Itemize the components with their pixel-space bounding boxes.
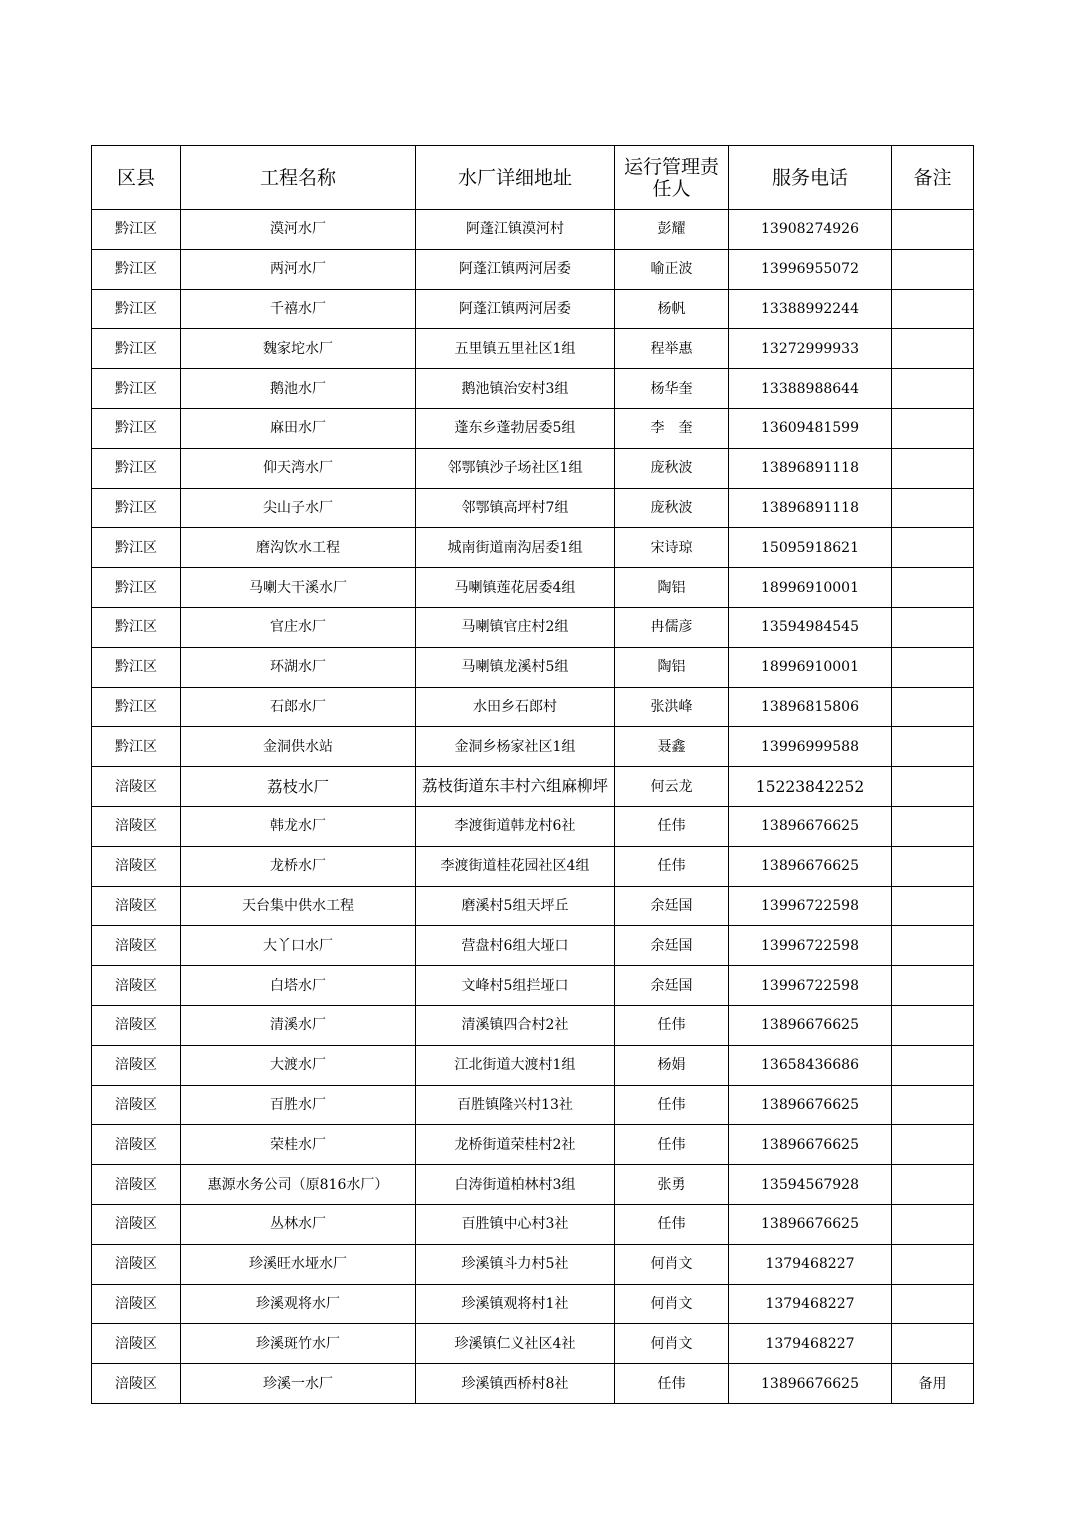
table-row [92, 886, 974, 926]
cell-project-name: 马喇大干溪水厂 [181, 568, 416, 608]
cell-address: 邻鄂镇高坪村7组 [416, 488, 615, 528]
header-project-name: 工程名称 [181, 146, 416, 210]
cell-address: 马喇镇官庄村2组 [416, 607, 615, 647]
table-row [92, 727, 974, 767]
table-row [92, 568, 974, 608]
cell-project-name: 尖山子水厂 [181, 488, 416, 528]
cell-remarks [892, 329, 974, 369]
cell-phone: 13908274926 [729, 210, 892, 250]
cell-project-name: 金洞供水站 [181, 727, 416, 767]
cell-remarks [892, 647, 974, 687]
cell-remarks [892, 369, 974, 409]
cell-district: 黔江区 [92, 727, 181, 767]
cell-manager: 任伟 [615, 806, 729, 846]
cell-project-name: 鹅池水厂 [181, 369, 416, 409]
cell-remarks [892, 210, 974, 250]
cell-phone: 1379468227 [729, 1284, 892, 1324]
cell-remarks [892, 1085, 974, 1125]
cell-project-name: 两河水厂 [181, 249, 416, 289]
cell-phone: 13388988644 [729, 369, 892, 409]
header-address: 水厂详细地址 [416, 146, 615, 210]
cell-phone: 13996955072 [729, 249, 892, 289]
table-row [92, 369, 974, 409]
cell-phone: 18996910001 [729, 568, 892, 608]
cell-remarks [892, 1244, 974, 1284]
table-row [92, 210, 974, 250]
cell-manager: 庞秋波 [615, 488, 729, 528]
cell-address: 城南街道南沟居委1组 [416, 528, 615, 568]
cell-phone: 13896891118 [729, 488, 892, 528]
cell-remarks [892, 1005, 974, 1045]
cell-phone: 13658436686 [729, 1045, 892, 1085]
cell-phone: 13996999588 [729, 727, 892, 767]
cell-address: 珍溪镇西桥村8社 [416, 1364, 615, 1404]
cell-manager: 任伟 [615, 1204, 729, 1244]
cell-remarks [892, 846, 974, 886]
cell-remarks [892, 1165, 974, 1205]
cell-phone: 18996910001 [729, 647, 892, 687]
cell-manager: 李 奎 [615, 408, 729, 448]
cell-manager: 聂鑫 [615, 727, 729, 767]
cell-address: 水田乡石郎村 [416, 687, 615, 727]
header-row [92, 146, 974, 210]
cell-manager: 任伟 [615, 1125, 729, 1165]
cell-remarks [892, 249, 974, 289]
table-row [92, 1085, 974, 1125]
cell-district: 黔江区 [92, 528, 181, 568]
cell-manager: 余廷国 [615, 886, 729, 926]
cell-project-name: 珍溪斑竹水厂 [181, 1324, 416, 1364]
cell-project-name: 石郎水厂 [181, 687, 416, 727]
cell-district: 涪陵区 [92, 846, 181, 886]
cell-manager: 张洪峰 [615, 687, 729, 727]
cell-project-name: 清溪水厂 [181, 1005, 416, 1045]
table-row [92, 289, 974, 329]
table-row [92, 767, 974, 807]
cell-district: 黔江区 [92, 329, 181, 369]
cell-manager: 任伟 [615, 846, 729, 886]
cell-remarks [892, 966, 974, 1006]
cell-phone: 13896676625 [729, 806, 892, 846]
cell-phone: 13388992244 [729, 289, 892, 329]
cell-remarks [892, 687, 974, 727]
cell-manager: 任伟 [615, 1005, 729, 1045]
cell-address: 珍溪镇仁义社区4社 [416, 1324, 615, 1364]
cell-district: 涪陵区 [92, 1284, 181, 1324]
table-body [92, 210, 974, 1404]
cell-district: 涪陵区 [92, 1364, 181, 1404]
table-row [92, 647, 974, 687]
cell-manager: 何肖文 [615, 1244, 729, 1284]
cell-project-name: 荔枝水厂 [181, 767, 416, 807]
cell-phone: 13896676625 [729, 1005, 892, 1045]
cell-phone: 13996722598 [729, 966, 892, 1006]
cell-address: 文峰村5组拦垭口 [416, 966, 615, 1006]
cell-manager: 任伟 [615, 1364, 729, 1404]
cell-manager: 杨帆 [615, 289, 729, 329]
cell-project-name: 珍溪旺水垭水厂 [181, 1244, 416, 1284]
cell-phone: 13896815806 [729, 687, 892, 727]
cell-project-name: 千禧水厂 [181, 289, 416, 329]
cell-address: 阿蓬江镇两河居委 [416, 249, 615, 289]
cell-district: 黔江区 [92, 210, 181, 250]
cell-district: 涪陵区 [92, 1204, 181, 1244]
cell-remarks [892, 806, 974, 846]
cell-manager: 陶铝 [615, 568, 729, 608]
cell-address: 马喇镇莲花居委4组 [416, 568, 615, 608]
cell-address: 百胜镇隆兴村13社 [416, 1085, 615, 1125]
cell-manager: 杨娟 [615, 1045, 729, 1085]
cell-manager: 张勇 [615, 1165, 729, 1205]
cell-district: 涪陵区 [92, 1125, 181, 1165]
cell-address: 五里镇五里社区1组 [416, 329, 615, 369]
cell-remarks: 备用 [892, 1364, 974, 1404]
cell-remarks [892, 607, 974, 647]
cell-manager: 庞秋波 [615, 448, 729, 488]
cell-phone: 1379468227 [729, 1244, 892, 1284]
header-remarks: 备注 [892, 146, 974, 210]
cell-project-name: 磨沟饮水工程 [181, 528, 416, 568]
cell-phone: 15095918621 [729, 528, 892, 568]
cell-district: 黔江区 [92, 448, 181, 488]
cell-district: 黔江区 [92, 369, 181, 409]
cell-phone: 13896676625 [729, 1204, 892, 1244]
cell-project-name: 荣桂水厂 [181, 1125, 416, 1165]
cell-address: 营盘村6组大垭口 [416, 926, 615, 966]
cell-manager: 余廷国 [615, 926, 729, 966]
cell-project-name: 百胜水厂 [181, 1085, 416, 1125]
cell-manager: 陶铝 [615, 647, 729, 687]
cell-district: 涪陵区 [92, 1165, 181, 1205]
cell-district: 黔江区 [92, 568, 181, 608]
cell-remarks [892, 886, 974, 926]
cell-remarks [892, 1284, 974, 1324]
cell-project-name: 白塔水厂 [181, 966, 416, 1006]
cell-district: 黔江区 [92, 249, 181, 289]
cell-address: 清溪镇四合村2社 [416, 1005, 615, 1045]
table-row [92, 806, 974, 846]
cell-address: 鹅池镇治安村3组 [416, 369, 615, 409]
cell-project-name: 大渡水厂 [181, 1045, 416, 1085]
cell-district: 涪陵区 [92, 1045, 181, 1085]
header-phone: 服务电话 [729, 146, 892, 210]
cell-phone: 13609481599 [729, 408, 892, 448]
cell-remarks [892, 488, 974, 528]
table-row [92, 846, 974, 886]
cell-remarks [892, 767, 974, 807]
table-row [92, 1364, 974, 1404]
cell-district: 黔江区 [92, 687, 181, 727]
cell-district: 涪陵区 [92, 966, 181, 1006]
cell-district: 涪陵区 [92, 1085, 181, 1125]
cell-project-name: 珍溪一水厂 [181, 1364, 416, 1404]
table-row [92, 687, 974, 727]
cell-district: 黔江区 [92, 289, 181, 329]
table-row [92, 488, 974, 528]
cell-manager: 杨华奎 [615, 369, 729, 409]
cell-address: 磨溪村5组天坪丘 [416, 886, 615, 926]
table-header [92, 146, 974, 210]
cell-remarks [892, 1125, 974, 1165]
cell-manager: 余廷国 [615, 966, 729, 1006]
cell-remarks [892, 1324, 974, 1364]
cell-manager: 程举惠 [615, 329, 729, 369]
cell-manager: 宋诗琼 [615, 528, 729, 568]
cell-address: 阿蓬江镇漠河村 [416, 210, 615, 250]
cell-address: 荔枝街道东丰村六组麻柳坪 [416, 767, 615, 807]
cell-district: 涪陵区 [92, 1324, 181, 1364]
cell-remarks [892, 926, 974, 966]
cell-address: 金洞乡杨家社区1组 [416, 727, 615, 767]
cell-manager: 何肖文 [615, 1284, 729, 1324]
cell-district: 涪陵区 [92, 767, 181, 807]
cell-district: 黔江区 [92, 488, 181, 528]
cell-address: 蓬东乡蓬勃居委5组 [416, 408, 615, 448]
cell-project-name: 官庄水厂 [181, 607, 416, 647]
cell-district: 黔江区 [92, 647, 181, 687]
table-row [92, 1284, 974, 1324]
cell-address: 百胜镇中心村3社 [416, 1204, 615, 1244]
table-row [92, 1204, 974, 1244]
cell-manager: 喻正波 [615, 249, 729, 289]
cell-remarks [892, 1204, 974, 1244]
table-row [92, 1045, 974, 1085]
header-manager: 运行管理责任人 [615, 146, 729, 210]
cell-address: 龙桥街道荣桂村2社 [416, 1125, 615, 1165]
cell-phone: 13594567928 [729, 1165, 892, 1205]
cell-address: 珍溪镇观将村1社 [416, 1284, 615, 1324]
cell-manager: 彭耀 [615, 210, 729, 250]
table-row [92, 448, 974, 488]
table-row [92, 249, 974, 289]
cell-phone: 13272999933 [729, 329, 892, 369]
cell-phone: 1379468227 [729, 1324, 892, 1364]
table-row [92, 528, 974, 568]
table-row [92, 408, 974, 448]
table-row [92, 926, 974, 966]
cell-manager: 冉儒彦 [615, 607, 729, 647]
cell-project-name: 麻田水厂 [181, 408, 416, 448]
table-row [92, 329, 974, 369]
cell-phone: 13896676625 [729, 1125, 892, 1165]
cell-remarks [892, 408, 974, 448]
table-row [92, 1165, 974, 1205]
cell-project-name: 环湖水厂 [181, 647, 416, 687]
cell-district: 涪陵区 [92, 806, 181, 846]
cell-address: 李渡街道韩龙村6社 [416, 806, 615, 846]
cell-project-name: 龙桥水厂 [181, 846, 416, 886]
cell-project-name: 天台集中供水工程 [181, 886, 416, 926]
table-row [92, 1244, 974, 1284]
table-row [92, 607, 974, 647]
cell-address: 阿蓬江镇两河居委 [416, 289, 615, 329]
cell-project-name: 漠河水厂 [181, 210, 416, 250]
cell-manager: 何云龙 [615, 767, 729, 807]
table-row [92, 966, 974, 1006]
table-row [92, 1005, 974, 1045]
cell-address: 珍溪镇斗力村5社 [416, 1244, 615, 1284]
cell-remarks [892, 448, 974, 488]
cell-phone: 13896891118 [729, 448, 892, 488]
cell-remarks [892, 568, 974, 608]
cell-remarks [892, 1045, 974, 1085]
cell-address: 江北街道大渡村1组 [416, 1045, 615, 1085]
cell-manager: 何肖文 [615, 1324, 729, 1364]
cell-address: 邻鄂镇沙子场社区1组 [416, 448, 615, 488]
cell-address: 李渡街道桂花园社区4组 [416, 846, 615, 886]
header-district: 区县 [92, 146, 181, 210]
cell-phone: 13896676625 [729, 846, 892, 886]
cell-project-name: 仰天湾水厂 [181, 448, 416, 488]
cell-project-name: 韩龙水厂 [181, 806, 416, 846]
cell-address: 白涛街道柏林村3组 [416, 1165, 615, 1205]
cell-phone: 13996722598 [729, 886, 892, 926]
cell-project-name: 珍溪观将水厂 [181, 1284, 416, 1324]
table-row [92, 1324, 974, 1364]
cell-district: 黔江区 [92, 607, 181, 647]
cell-project-name: 丛林水厂 [181, 1204, 416, 1244]
cell-remarks [892, 528, 974, 568]
cell-phone: 13594984545 [729, 607, 892, 647]
cell-remarks [892, 289, 974, 329]
cell-district: 涪陵区 [92, 886, 181, 926]
cell-project-name: 魏家坨水厂 [181, 329, 416, 369]
cell-district: 黔江区 [92, 408, 181, 448]
cell-remarks [892, 727, 974, 767]
cell-phone: 13896676625 [729, 1085, 892, 1125]
cell-project-name: 大丫口水厂 [181, 926, 416, 966]
cell-district: 涪陵区 [92, 1005, 181, 1045]
cell-project-name: 惠源水务公司（原816水厂） [181, 1165, 416, 1205]
cell-phone: 15223842252 [729, 767, 892, 807]
cell-phone: 13996722598 [729, 926, 892, 966]
cell-address: 马喇镇龙溪村5组 [416, 647, 615, 687]
cell-phone: 13896676625 [729, 1364, 892, 1404]
table-row [92, 1125, 974, 1165]
cell-manager: 任伟 [615, 1085, 729, 1125]
water-plant-table [91, 145, 974, 1404]
cell-district: 涪陵区 [92, 926, 181, 966]
cell-district: 涪陵区 [92, 1244, 181, 1284]
